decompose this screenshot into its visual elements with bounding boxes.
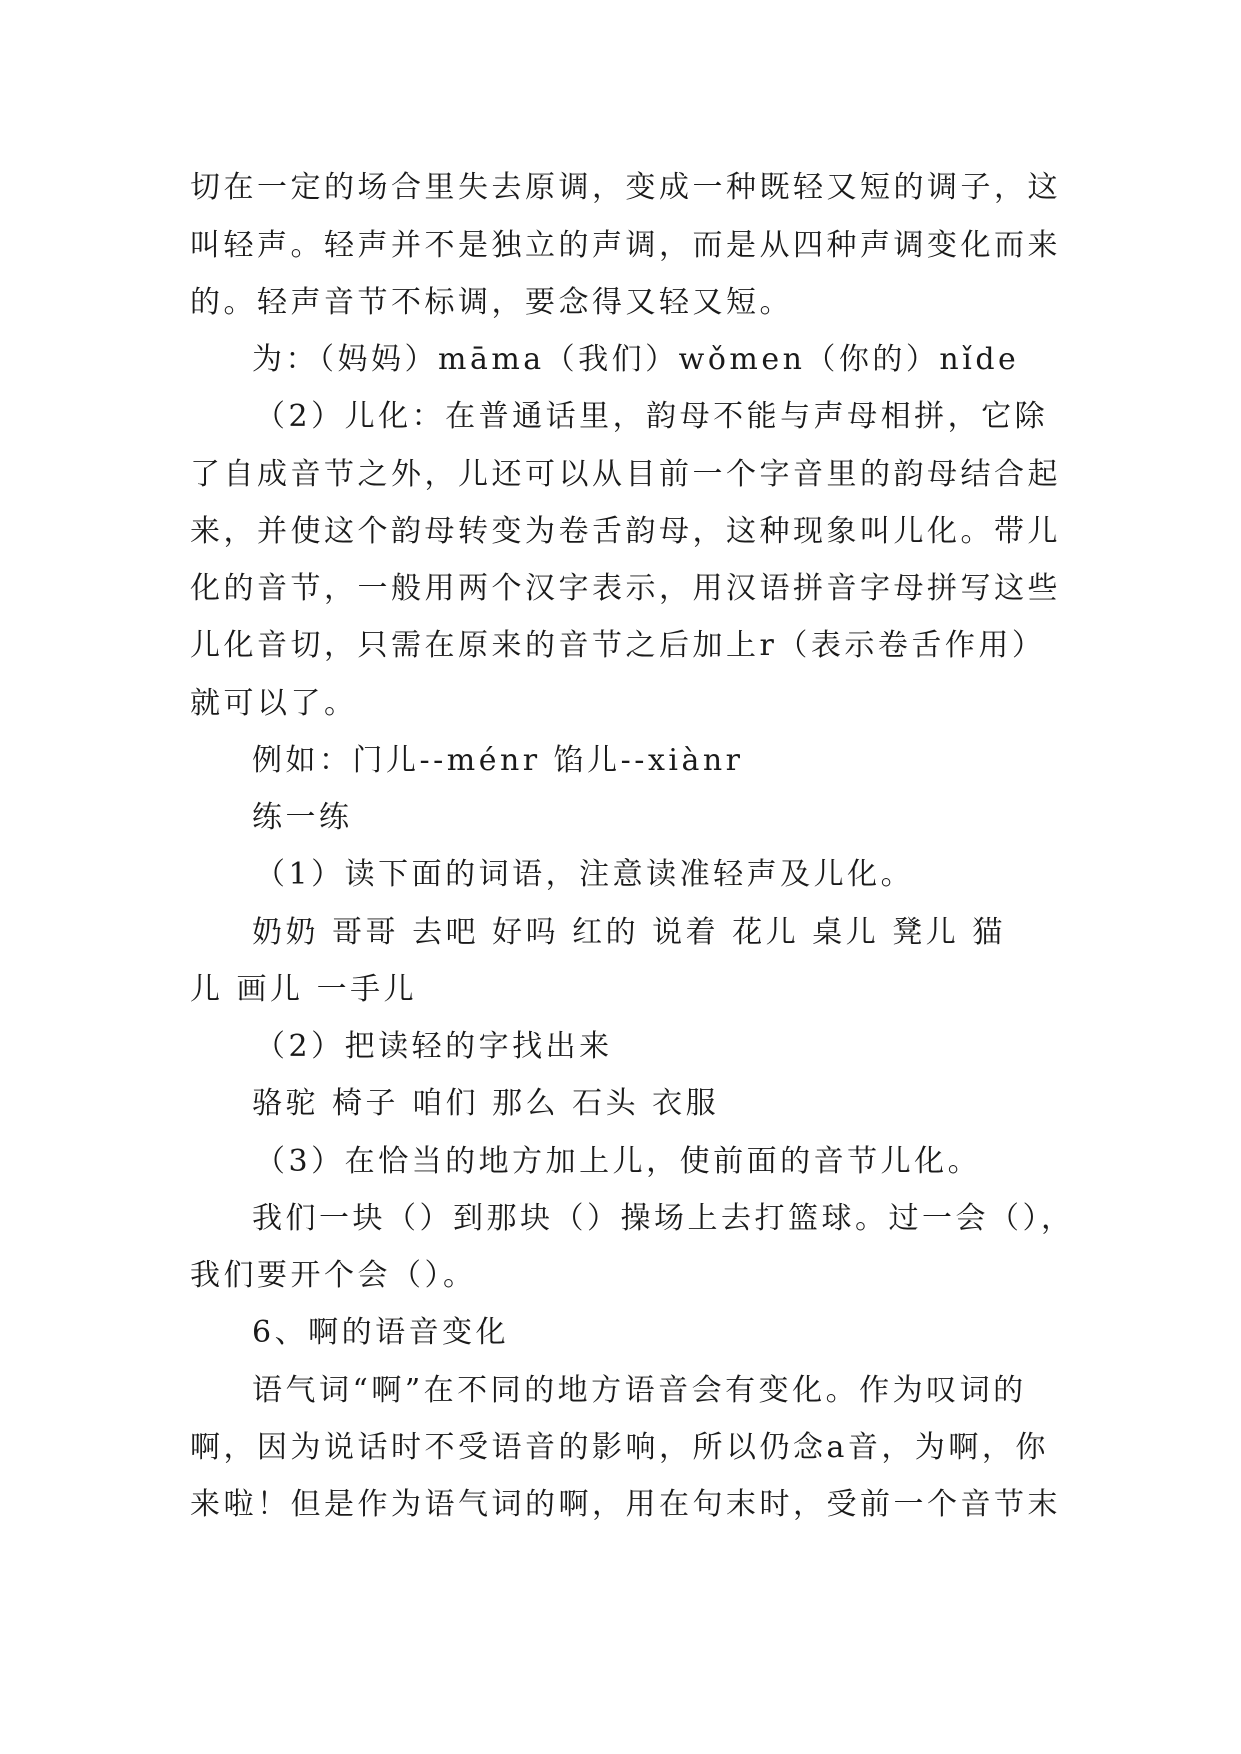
- paragraph-line: 为：（妈妈）māma（我们）wǒmen（你的）nǐde: [252, 342, 1020, 377]
- paragraph-line: 化的音节，一般用两个汉字表示，用汉语拼音字母拼写这些: [190, 571, 1061, 606]
- paragraph-line: 叫轻声。轻声并不是独立的声调，而是从四种声调变化而来: [190, 228, 1061, 263]
- paragraph-line: （3）在恰当的地方加上儿，使前面的音节儿化。: [255, 1144, 982, 1179]
- paragraph-line: 就可以了。: [190, 686, 358, 721]
- paragraph-line: 语气词“啊”在不同的地方语音会有变化。作为叹词的: [252, 1373, 1027, 1408]
- paragraph-line: 来，并使这个韵母转变为卷舌韵母，这种现象叫儿化。带儿: [190, 514, 1061, 549]
- paragraph-line: 儿 画儿 一手儿: [190, 972, 418, 1007]
- paragraph-line: 儿化音切，只需在原来的音节之后加上r（表示卷舌作用）: [190, 628, 1046, 663]
- paragraph-line: 啊，因为说话时不受语音的影响，所以仍念a音，为啊，你: [190, 1430, 1049, 1465]
- paragraph-line: 骆驼 椅子 咱们 那么 石头 衣服: [252, 1086, 720, 1121]
- paragraph-line: 了自成音节之外，儿还可以从目前一个字音里的韵母结合起: [190, 457, 1061, 492]
- paragraph-line: 例如：门儿--ménr 馅儿--xiànr: [252, 743, 744, 778]
- section-heading: 练一练: [252, 800, 353, 835]
- paragraph-line: （2）把读轻的字找出来: [255, 1029, 613, 1064]
- section-heading: 6、啊的语音变化: [252, 1315, 510, 1350]
- paragraph-line: 奶奶 哥哥 去吧 好吗 红的 说着 花儿 桌儿 凳儿 猫: [252, 915, 1006, 950]
- paragraph-line: 我们一块（）到那块（）操场上去打篮球。过一会（），: [252, 1201, 1075, 1236]
- paragraph-line: 的。轻声音节不标调，要念得又轻又短。: [190, 285, 793, 320]
- paragraph-line: （2）儿化：在普通话里，韵母不能与声母相拼，它除: [255, 399, 1049, 434]
- paragraph-line: 我们要开个会（）。: [190, 1258, 477, 1293]
- paragraph-line: 来啦！但是作为语气词的啊，用在句末时，受前一个音节末: [190, 1487, 1061, 1522]
- paragraph-line: 切在一定的场合里失去原调，变成一种既轻又短的调子，这: [190, 170, 1061, 205]
- paragraph-line: （1）读下面的词语，注意读准轻声及儿化。: [255, 857, 915, 892]
